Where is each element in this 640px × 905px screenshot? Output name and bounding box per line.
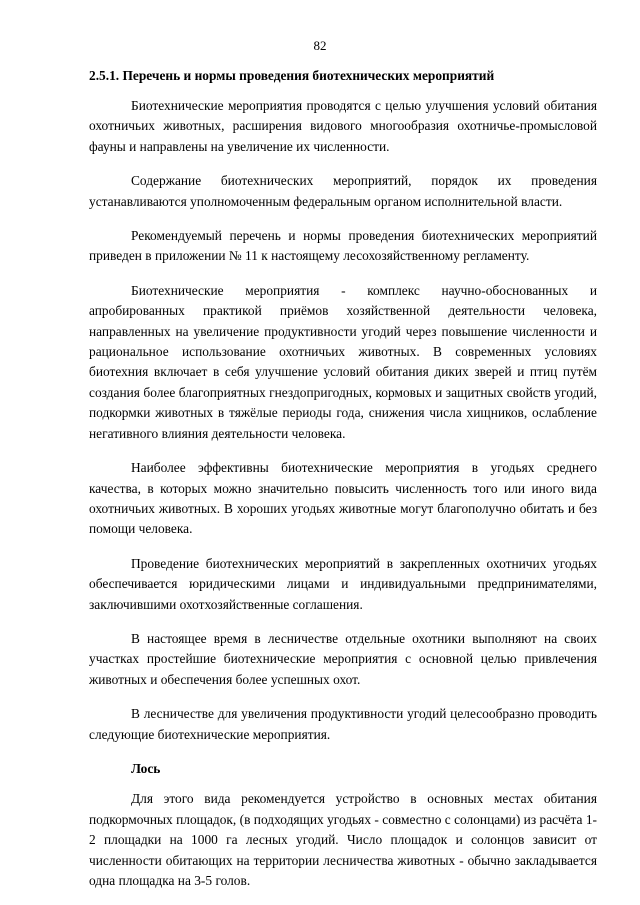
paragraph-current-practice: В настоящее время в лесничестве отдельные охотники выполняют на своих участках простейшие биотехнические мероприятия с основной целью привлечения животных и обеспечения более успешных охот. <box>89 630 597 687</box>
section-heading: 2.5.1. Перечень и нормы проведения биотехнических мероприятий <box>89 68 495 83</box>
paragraph-moose-feeding: Для этого вида рекомендуется устройство в основных местах обитания подкормочных площадок, (в подходящих угодьях - совместно с солонцами) из расчёта 1-2 площадки на 1000 га лесных угодий. Число площадок и солонцов зависит от численности обитающих на территории лесничества животных - обычно закладывается одна площадка на 3-5 голов. <box>89 791 597 888</box>
paragraph-appendix-reference: Рекомендуемый перечень и нормы проведения биотехнических мероприятий приведен в приложении № 11 к настоящему лесохозяйственному регламенту. <box>89 228 597 264</box>
paragraph-definition: Биотехнические мероприятия - комплекс научно-обоснованных и апробированных практикой приёмов хозяйственной деятельности человека, направленных на увеличение продуктивности угодий через повышение численности и рациональное использование охотничьих животных. В современных условиях биотехния включает в себя улучшение условий обитания диких зверей и птиц путём создания более благоприятных гнездопригодных, кормовых и защитных свойств угодий, подкормки животных в тяжёлые периоды года, снижения числа хищников, ослабление негативного влияния деятельности человека. <box>89 282 597 441</box>
paragraph-responsibility: Проведение биотехнических мероприятий в закрепленных охотничих угодьях обеспечивается юридическими лицами и индивидуальными предпринимателями, заключившими охотхозяйственные соглашения. <box>89 555 597 612</box>
paragraph-purpose: Биотехнические мероприятия проводятся с целью улучшения условий обитания охотничьих животных, расширения видового многообразия охотничье-промысловой фауны и направлены на увеличение их численности. <box>89 98 597 154</box>
paragraph-recommended-measures: В лесничестве для увеличения продуктивности угодий целесообразно проводить следующие биотехнические мероприятия. <box>89 706 597 742</box>
page-number: 82 <box>313 38 327 53</box>
paragraph-content-order: Содержание биотехнических мероприятий, порядок их проведения устанавливаются уполномоченным федеральным органом исполнительной власти. <box>89 173 597 209</box>
page-content <box>89 66 597 905</box>
paragraph-effectiveness: Наиболее эффективны биотехнические мероприятия в угодьях среднего качества, в которых можно значительно повысить численность того или иного вида охотничьих животных. В хороших угодьях животные могут благополучно обитать и без помощи человека. <box>89 460 597 537</box>
subsection-heading-moose: Лось <box>131 760 161 776</box>
